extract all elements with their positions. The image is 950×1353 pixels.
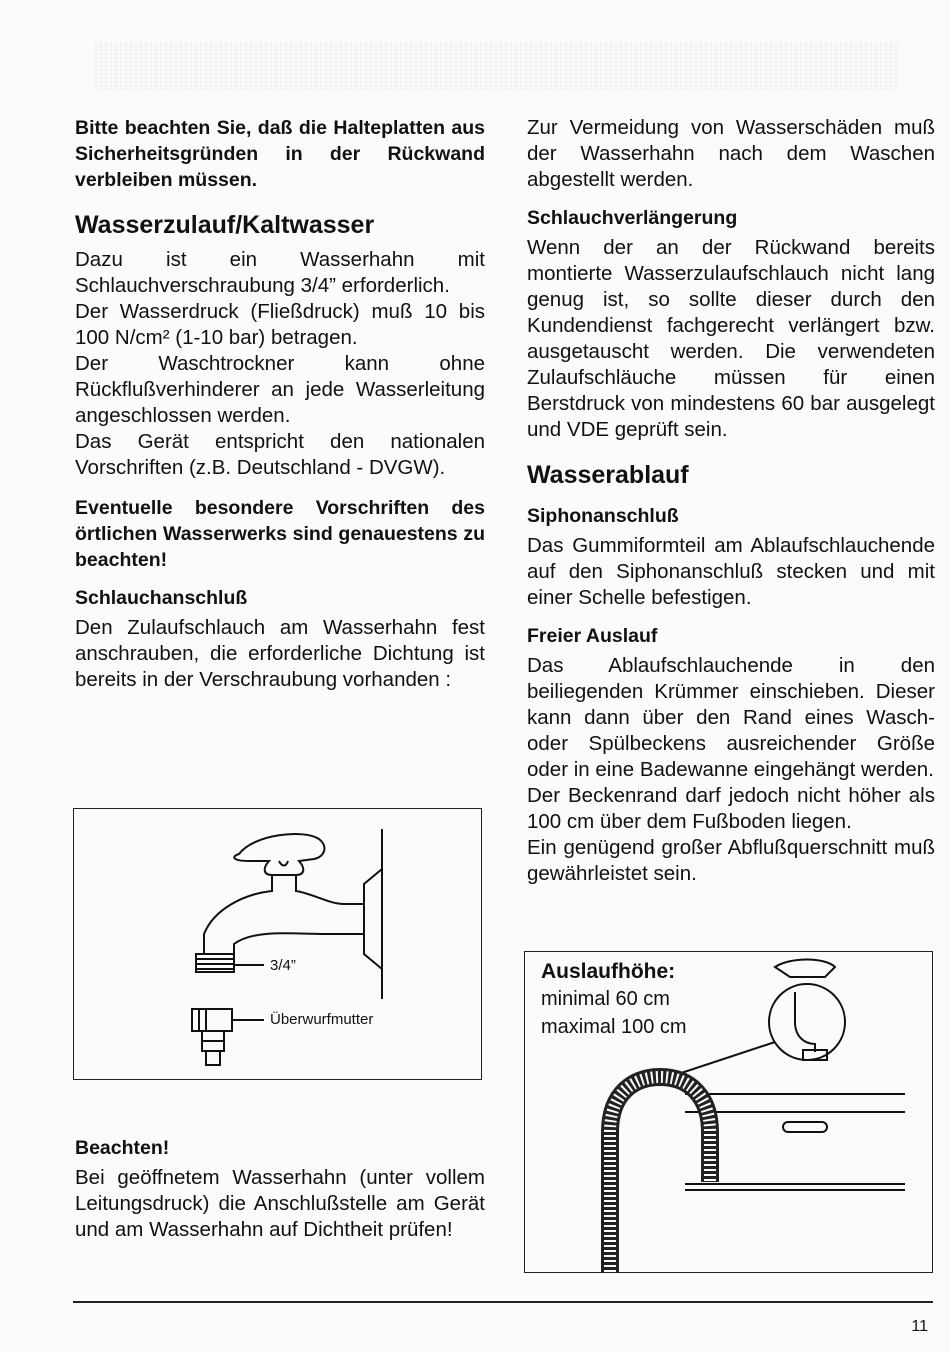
- auslaufhoehe-title: Auslaufhöhe:: [541, 960, 676, 983]
- halteplatten-note: Bitte beachten Sie, daß die Halteplatten aus Sicherheitsgründen in der Rückwand verbleiben müssen.: [75, 117, 485, 191]
- heading-freier-auslauf: Freier Auslauf: [527, 625, 658, 647]
- heading-schlauchverlaengerung: Schlauchverlängerung: [527, 207, 738, 229]
- thread-size-label: 3/4”: [270, 957, 296, 974]
- zulauf-paragraph-3: Der Waschtrockner kann ohne Rückflußverhinderer an jede Wasserleitung angeschlossen werden.: [75, 352, 485, 427]
- freier-auslauf-paragraph-2: Der Beckenrand darf jedoch nicht höher als 100 cm über dem Fußboden liegen.: [527, 784, 935, 833]
- auslaufhoehe-minimal: minimal 60 cm: [541, 988, 670, 1010]
- footer-rule: [73, 1301, 933, 1303]
- auslaufhoehe-maximal: maximal 100 cm: [541, 1016, 687, 1038]
- faucet-figure: [73, 808, 482, 1080]
- wasserschaden-paragraph: Zur Vermeidung von Wasserschäden muß der Wasserhahn nach dem Waschen abgestellt werden.: [527, 116, 935, 191]
- heading-wasserablauf: Wasserablauf: [527, 461, 689, 489]
- beachten-section: [75, 1135, 485, 1243]
- freier-auslauf-paragraph-1: Das Ablaufschlauchende in den beiliegenden Krümmer einschieben. Dieser kann dann über den Rand eines Wasch- oder Spülbeckens ausreichender Größe oder in eine Badewanne eingehängt werden.: [527, 654, 935, 781]
- zulauf-paragraph-1: Dazu ist ein Wasserhahn mit Schlauchverschraubung 3/4” erforderlich.: [75, 248, 485, 297]
- faucet-drawing: [74, 809, 483, 1081]
- heading-siphonanschluss: Siphonanschluß: [527, 505, 679, 527]
- beachten-paragraph: Bei geöffnetem Wasserhahn (unter vollem Leitungsdruck) die Anschlußstelle am Gerät und am Wasserhahn auf Dichtheit prüfen!: [75, 1166, 485, 1241]
- scan-noise-band: [95, 42, 900, 90]
- union-nut-label: Überwurfmutter: [270, 1011, 374, 1028]
- schlauchanschluss-paragraph: Den Zulaufschlauch am Wasserhahn fest anschrauben, die erforderliche Dichtung ist bereits in der Verschraubung vorhanden :: [75, 616, 485, 691]
- right-column: [527, 115, 935, 887]
- siphon-paragraph: Das Gummiformteil am Ablaufschlauchende auf den Siphonanschluß stecken und mit einer Schelle befestigen.: [527, 534, 935, 609]
- auslaufhoehe-figure: [524, 951, 933, 1273]
- freier-auslauf-paragraph-3: Ein genügend großer Abflußquerschnitt muß gewährleistet sein.: [527, 836, 935, 885]
- page-number: 11: [911, 1318, 928, 1335]
- heading-wasserzulauf: Wasserzulauf/Kaltwasser: [75, 211, 375, 239]
- wasserwerk-note: Eventuelle besondere Vorschriften des örtlichen Wasserwerks sind genauestens zu beachten!: [75, 497, 485, 571]
- zulauf-paragraph-2: Der Wasserdruck (Fließdruck) muß 10 bis 100 N/cm² (1-10 bar) betragen.: [75, 300, 485, 349]
- heading-schlauchanschluss: Schlauchanschluß: [75, 587, 248, 609]
- left-column: [75, 115, 485, 693]
- heading-beachten: Beachten!: [75, 1137, 170, 1159]
- zulauf-paragraph-4: Das Gerät entspricht den nationalen Vorschriften (z.B. Deutschland - DVGW).: [75, 430, 485, 479]
- verlaengerung-paragraph: Wenn der an der Rückwand bereits montierte Wasserzulaufschlauch nicht lang genug ist, so sollte dieser durch den Kundendienst fachgerecht verlängert bzw. ausgetauscht werden. Die verwendeten Zulaufschläuche müssen für einen Berstdruck von mindestens 60 bar ausgelegt und VDE geprüft sein.: [527, 236, 935, 441]
